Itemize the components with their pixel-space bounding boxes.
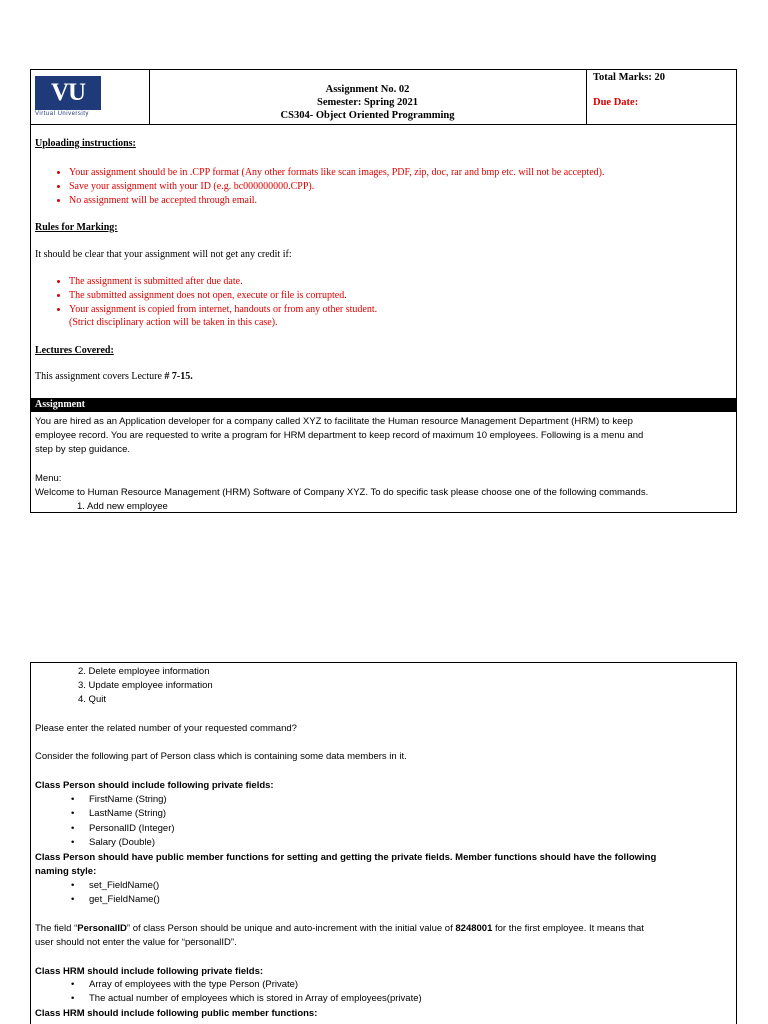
consider-text: Consider the following part of Person class which is containing some data members in it. [35, 751, 407, 762]
disciplinary-note: (Strict disciplinary action will be taken in this case). [69, 317, 278, 328]
assignment-bar: Assignment [31, 398, 736, 412]
hrm-funcs-heading: Class HRM should include following public member functions: [35, 1008, 318, 1019]
list-item-text: The actual number of employees which is stored in Array of employees(private) [89, 993, 422, 1004]
text-part: The field “ [35, 923, 78, 934]
text-part-bold: PersonalID [77, 923, 127, 934]
personalid-text-line-1 [35, 922, 732, 936]
list-item: • The actual number of employees which is stored in Array of employees(private) [71, 993, 422, 1004]
assignment-para-line-3: step by step guidance. [35, 444, 131, 455]
person-fields-heading: Class Person should include following private fields: [35, 780, 274, 791]
text-part: ” of class Person should be unique and auto-increment with the initial value of [126, 923, 456, 934]
command-1: 1. Add new employee [77, 501, 168, 512]
rules-heading: Rules for Marking: [35, 222, 118, 233]
person-funcs-heading-1: Class Person should have public member functions for setting and getting the private fields. Member functions should have the following [35, 852, 657, 863]
title-cell [149, 70, 587, 124]
command-4: 4. Quit [78, 694, 106, 705]
lectures-prefix: This assignment covers Lecture [35, 371, 165, 382]
list-item-text: get_FieldName() [89, 894, 160, 905]
assignment-para-line-2: employee record. You are requested to write a program for HRM department to keep record of maximum 10 employees. Following is a menu and [35, 430, 644, 441]
semester: Semester: Spring 2021 [317, 97, 418, 108]
list-item: • The submitted assignment does not open, execute or file is corrupted. [69, 289, 377, 303]
uploading-list [55, 166, 605, 208]
personalid-text-line-2: user should not enter the value for “personalID”. [35, 937, 237, 948]
list-item-text: Array of employees with the type Person (Private) [89, 979, 299, 990]
list-item: • LastName (String) [71, 808, 167, 819]
list-item: • Array of employees with the type Person (Private) [71, 979, 299, 990]
header-row [31, 70, 736, 125]
lectures-range: # 7-15. [164, 371, 193, 382]
lectures-text [35, 371, 193, 382]
rules-list [55, 275, 377, 317]
menu-label: Menu: [35, 473, 62, 484]
list-item: • get_FieldName() [71, 894, 160, 905]
marks-cell [587, 70, 736, 124]
logo-subtitle: Virtual University [35, 111, 89, 117]
rules-intro: It should be clear that your assignment will not get any credit if: [35, 249, 292, 260]
list-item: • The assignment is submitted after due date. [69, 275, 377, 289]
list-item: • set_FieldName() [71, 880, 160, 891]
person-funcs-heading-2: naming style: [35, 866, 97, 877]
list-item-text: LastName (String) [89, 808, 167, 819]
list-item: • Save your assignment with your ID (e.g. bc000000000.CPP). [69, 180, 605, 194]
logo-cell [31, 70, 150, 124]
list-item-text: Salary (Double) [89, 837, 155, 848]
university-logo [35, 76, 101, 110]
hrm-fields-heading: Class HRM should include following private fields: [35, 966, 264, 977]
list-item: • No assignment will be accepted through email. [69, 194, 605, 208]
list-item: • PersonalID (Integer) [71, 823, 175, 834]
assignment-page-1 [30, 69, 737, 513]
total-marks: Total Marks: 20 [593, 72, 665, 83]
course-title: CS304- Object Oriented Programming [280, 110, 455, 121]
logo-text: VU [50, 79, 86, 106]
text-part: for the first employee. It means that [492, 923, 644, 934]
due-date: Due Date: [593, 97, 639, 108]
assignment-para-line-1: You are hired as an Application developer for a company called XYZ to facilitate the Human resource Management Department (HRM) to keep [35, 416, 633, 427]
initial-id-value: 8248001 [455, 923, 493, 934]
command-prompt: Please enter the related number of your requested command? [35, 723, 297, 734]
list-item: • Your assignment should be in .CPP format (Any other formats like scan images, PDF, zip, doc, rar and bmp etc. will not be accepted). [69, 166, 605, 180]
list-item-text: PersonalID (Integer) [89, 823, 175, 834]
welcome-text: Welcome to Human Resource Management (HRM) Software of Company XYZ. To do specific task please choose one of the following commands. [35, 487, 649, 498]
uploading-heading: Uploading instructions: [35, 138, 136, 149]
lectures-heading: Lectures Covered: [35, 345, 114, 356]
command-2: 2. Delete employee information [78, 666, 210, 677]
list-item-text: set_FieldName() [89, 880, 160, 891]
list-item: • Your assignment is copied from internet, handouts or from any other student. [69, 303, 377, 317]
list-item: • FirstName (String) [71, 794, 167, 805]
list-item-text: FirstName (String) [89, 794, 167, 805]
command-3: 3. Update employee information [78, 680, 213, 691]
assignment-page-2 [30, 662, 737, 1024]
assignment-number: Assignment No. 02 [325, 84, 410, 95]
list-item: • Salary (Double) [71, 837, 155, 848]
